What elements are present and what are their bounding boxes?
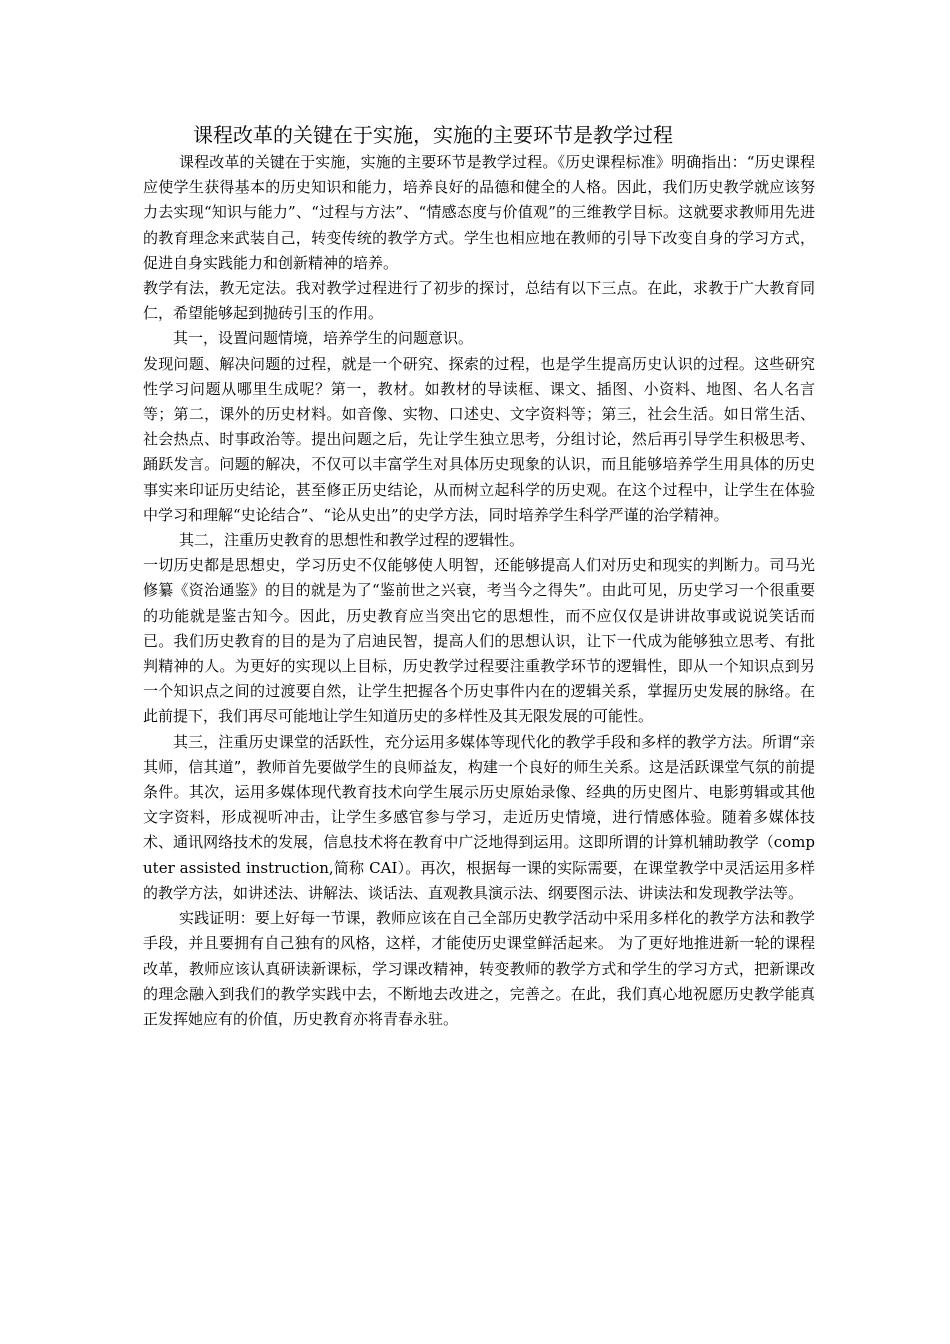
document-page bbox=[143, 120, 815, 1032]
section-heading-2: 其二，注重历史教育的思想性和教学过程的逻辑性。 bbox=[179, 531, 525, 550]
paragraph-section-2: 一切历史都是思想史，学习历史不仅能够使人明智，还能够提高人们对历史和现实的判断力。司马光修纂《资治通鉴》的目的就是为了“鉴前世之兴衰，考当今之得失”。由此可见，历史学习一个很重要的功能就是鉴古知今。因此，历史教育应当突出它的思想性，而不应仅仅是讲讲故事或说说笑话而已。我们历史教育的目的是为了启迪民智，提高人们的思想认识，让下一代成为能够独立思考、有批判精神的人。为更好的实现以上目标，历史教学过程要注重教学环节的逻辑性，即从一个知识点到另一个知识点之间的过渡要自然，让学生把握各个历史事件内在的逻辑关系，掌握历史发展的脉络。在此前提下，我们再尽可能地让学生知道历史的多样性及其无限发展的可能性。 bbox=[143, 556, 815, 726]
section-heading-1: 其一，设置问题情境，培养学生的问题意识。 bbox=[173, 329, 474, 348]
document-title: 课程改革的关键在于实施，实施的主要环节是教学过程 bbox=[193, 123, 673, 147]
paragraph-intro: 课程改革的关键在于实施，实施的主要环节是教学过程。《历史课程标准》明确指出：“历史课程应使学生获得基本的历史知识和能力，培养良好的品德和健全的人格。因此，我们历史教学就应该努力去实现“知识与能力”、“过程与方法”、“情感态度与价值观”的三维教学目标。这就要求教师用先进的教育理念来武装自己，转变传统的教学方式。学生也相应地在教师的引导下改变自身的学习方式，促进自身实践能力和创新精神的培养。 bbox=[143, 153, 815, 272]
paragraph-section-3: 其三，注重历史课堂的活跃性，充分运用多媒体等现代化的教学手段和多样的教学方法。所谓“亲其师，信其道”，教师首先要做学生的良师益友，构建一个良好的师生关系。这是活跃课堂气氛的前提条件。其次，运用多媒体现代教育技术向学生展示历史原始录像、经典的历史图片、电影剪辑或其他文字资料，形成视听冲击，让学生多感官参与学习，走近历史情境，进行情感体验。随着多媒体技术、通讯网络技术的发展，信息技术将在教育中广泛地得到运用。这即所谓的计算机辅助教学（computer assisted instruction,简称 CAI）。再次，根据每一课的实际需要，在课堂教学中灵活运用多样的教学方法，如讲述法、讲解法、谈话法、直观教具演示法、纲要图示法、讲读法和发现教学法等。 bbox=[143, 732, 815, 902]
paragraph-method: 教学有法，教无定法。我对教学过程进行了初步的探讨，总结有以下三点。在此，求教于广大教育同仁，希望能够起到抛砖引玉的作用。 bbox=[143, 279, 815, 323]
paragraph-section-1: 发现问题、解决问题的过程，就是一个研究、探索的过程，也是学生提高历史认识的过程。这些研究性学习问题从哪里生成呢？第一，教材。如教材的导读框、课文、插图、小资料、地图、名人名言等；第二，课外的历史材料。如音像、实物、口述史、文字资料等；第三，社会生活。如日常生活、社会热点、时事政治等。提出问题之后，先让学生独立思考，分组讨论，然后再引导学生积极思考、踊跃发言。问题的解决，不仅可以丰富学生对具体历史现象的认识，而且能够培养学生用具体的历史事实来印证历史结论，甚至修正历史结论，从而树立起科学的历史观。在这个过程中，让学生在体验中学习和理解“史论结合”、“论从史出”的史学方法，同时培养学生科学严谨的治学精神。 bbox=[143, 354, 815, 524]
paragraph-conclusion: 实践证明：要上好每一节课，教师应该在自己全部历史教学活动中采用多样化的教学方法和教学手段，并且要拥有自己独有的风格，这样，才能使历史课堂鲜活起来。 为了更好地推进新一轮的课程改革，教师应该认真研读新课标，学习课改精神，转变教师的教学方式和学生的学习方式，把新课改的理念融入到我们的教学实践中去，不断地去改进之，完善之。在此，我们真心地祝愿历史教学能真正发挥她应有的价值，历史教育亦将青春永驻。 bbox=[143, 909, 815, 1028]
